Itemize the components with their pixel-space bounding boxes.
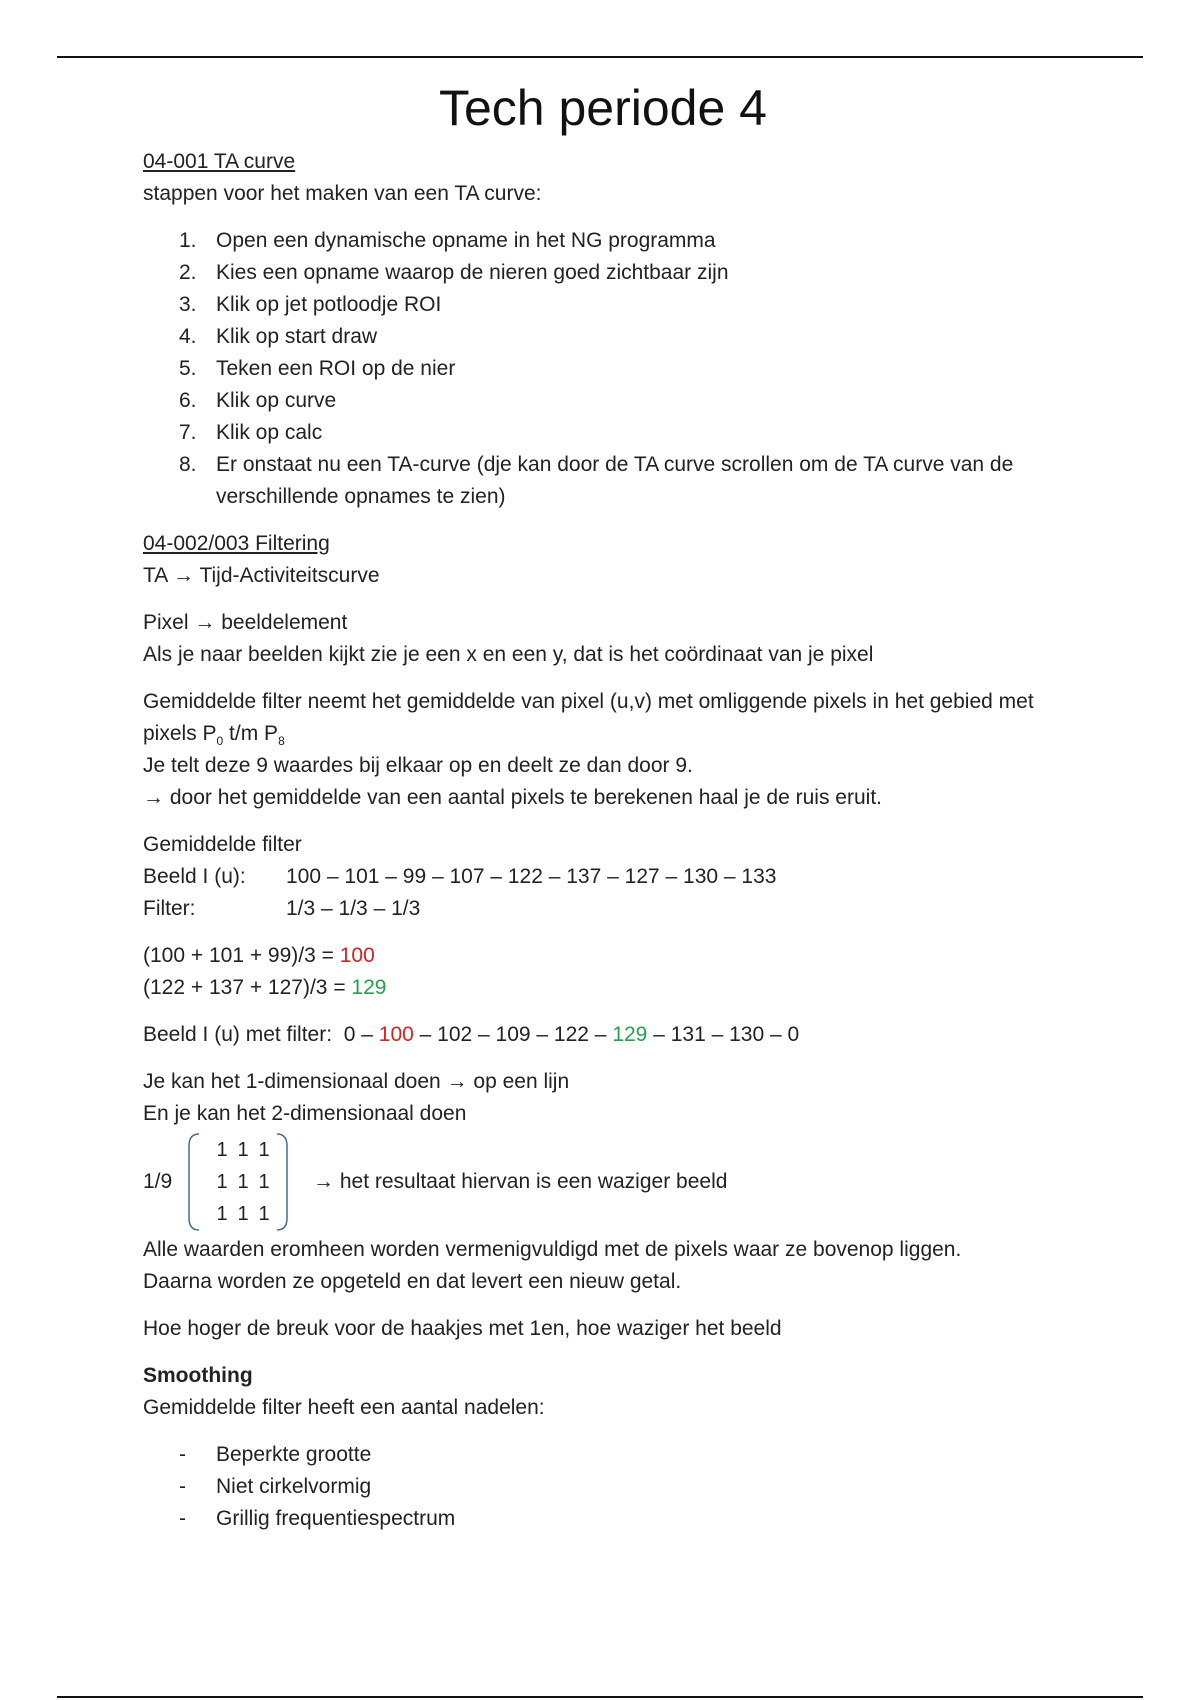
two-dimensional: En je kan het 2-dimensionaal doen (143, 1102, 467, 1125)
kernel-matrix (183, 1132, 293, 1232)
section-heading-filtering: 04-002/003 Filtering (143, 532, 330, 555)
list-item: 5. Teken een ROI op de nier (179, 357, 456, 380)
list-item: 2. Kies een opname waarop de nieren goed zichtbaar zijn (179, 261, 729, 284)
pixel-definition: Pixel → beeldelement (143, 607, 1063, 639)
list-item: 7. Klik op calc (179, 421, 323, 444)
list-item: 3. Klik op jet potloodje ROI (179, 293, 442, 316)
list-item: - Grillig frequentiespectrum (179, 1507, 456, 1530)
example-title: Gemiddelde filter (143, 833, 302, 856)
matrix-row: 1 1 1 (216, 1203, 270, 1225)
filter-description: Gemiddelde filter neemt het gemiddelde van pixel (u,v) met omliggende pixels in het gebied met pixels $P_0$ t/m $P_8$ (143, 690, 1034, 749)
smoothing-intro: Gemiddelde filter heeft een aantal nadelen: (143, 1396, 545, 1419)
result-value-green: 129 (351, 976, 387, 999)
filtered-result: Beeld I (u) met filter: 0 – 100 – 102 – 109 – 122 – 129 – 131 – 130 – 0 (143, 1023, 800, 1046)
ta-definition: TA → Tijd-Activiteitscurve (143, 560, 1063, 592)
beeld-row: Beeld I (u): 100 – 101 – 99 – 107 – 122 – 137 – 127 – 130 – 133 (143, 865, 777, 888)
matrix-prefix: 1/9 (143, 1170, 173, 1193)
filter-description-3: → door het gemiddelde van een aantal pixels te berekenen haal je de ruis eruit. (143, 782, 1063, 814)
multiply-text-1: Alle waarden eromheen worden vermenigvuldigd met de pixels waar ze bovenop liggen. (143, 1238, 962, 1261)
hoger-text: Hoe hoger de breuk voor de haakjes met 1en, hoe waziger het beeld (143, 1317, 782, 1340)
document-page (143, 70, 1063, 1535)
filter-description-2: Je telt deze 9 waardes bij elkaar op en deelt ze dan door 9. (143, 754, 693, 777)
page-title: Tech periode 4 (438, 80, 767, 136)
left-bracket (189, 1134, 199, 1230)
result-value-red: 100 (339, 944, 375, 967)
matrix-note: → het resultaat hiervan is een waziger beeld (313, 1166, 727, 1198)
multiply-text-2: Daarna worden ze opgeteld en dat levert een nieuw getal. (143, 1270, 682, 1293)
filter-row: Filter: 1/3 – 1/3 – 1/3 (143, 897, 421, 920)
arrow-right-icon: → (446, 1070, 468, 1093)
section-heading-ta-curve: 04-001 TA curve (143, 150, 296, 173)
list-item: 8. Er onstaat nu een TA-curve (dje kan door de TA curve scrollen om de TA curve van de verschillende opnames te zien) (179, 453, 1014, 508)
bottom-rule (57, 1696, 1143, 1698)
arrow-right-icon: → (172, 564, 194, 587)
disadvantages-list (143, 1439, 1063, 1535)
steps-list (143, 225, 1063, 513)
section-heading-smoothing: Smoothing (143, 1364, 253, 1387)
list-item: 6. Klik op curve (179, 389, 337, 412)
calculation-2: (122 + 137 + 127)/3 = 129 (143, 976, 387, 999)
list-item: 1. Open een dynamische opname in het NG programma (179, 229, 716, 252)
one-dimensional: Je kan het 1-dimensionaal doen → op een lijn (143, 1066, 1063, 1098)
kernel-matrix-block (143, 1132, 1063, 1232)
steps-intro: stappen voor het maken van een TA curve: (143, 182, 542, 205)
list-item: - Niet cirkelvormig (179, 1475, 372, 1498)
arrow-right-icon: → (194, 611, 216, 634)
arrow-right-icon: → (313, 1170, 334, 1193)
matrix-row: 1 1 1 (216, 1171, 270, 1193)
top-rule (57, 56, 1143, 58)
right-bracket (277, 1134, 287, 1230)
pixel-description: Als je naar beelden kijkt zie je een x en een y, dat is het coördinaat van je pixel (143, 643, 874, 666)
list-item: - Beperkte grootte (179, 1443, 372, 1466)
matrix-row: 1 1 1 (216, 1139, 270, 1161)
calculation-1: (100 + 101 + 99)/3 = 100 (143, 944, 375, 967)
list-item: 4. Klik op start draw (179, 325, 378, 348)
arrow-right-icon: → (143, 786, 164, 809)
